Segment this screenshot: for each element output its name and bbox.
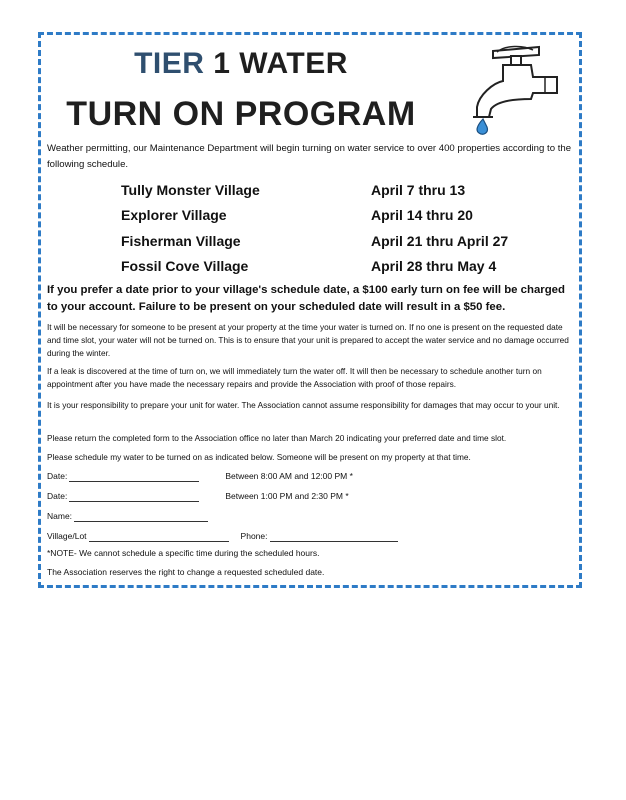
phone-label: Phone:	[240, 531, 268, 541]
reserve-note: The Association reserves the right to change a requested scheduled date.	[47, 567, 325, 577]
name-label: Name:	[47, 511, 73, 521]
schedule-row	[121, 177, 541, 203]
form-row-name	[47, 510, 577, 522]
time-slot-2: Between 1:00 PM and 2:30 PM *	[225, 491, 349, 501]
page-title	[41, 49, 441, 131]
intro-text: Weather permitting, our Maintenance Department will begin turning on water service to over 400 properties according to the following schedule.	[47, 143, 572, 170]
title-line-1-rest: 1 WATER	[204, 47, 348, 80]
schedule-list	[121, 177, 541, 279]
village-lot-label: Village/Lot	[47, 531, 87, 541]
responsibility-paragraph: It is your responsibility to prepare your unit for water. The Association cannot assume responsibility for damages that may occur to your unit.	[47, 400, 560, 410]
village-name: Fossil Cove Village	[121, 258, 249, 275]
schedule-row	[121, 254, 541, 280]
leak-paragraph: If a leak is discovered at the time of turn on, we will immediately turn the water off. It will then be necessary to schedule another turn on appointment after you have made the necessary repairs and provide the Association with proof of those repairs.	[47, 366, 542, 389]
faucet-icon	[453, 43, 563, 135]
village-dates: April 28 thru May 4	[371, 258, 497, 275]
return-form-paragraph: Please return the completed form to the Association office no later than March 20 indicating your preferred date and time slot.	[47, 433, 507, 443]
form-row-date-2	[47, 490, 577, 502]
time-slot-1: Between 8:00 AM and 12:00 PM *	[225, 471, 353, 481]
village-name: Explorer Village	[121, 207, 227, 224]
title-tier: TIER	[134, 47, 205, 80]
fee-notice: If you prefer a date prior to your village's schedule date, a $100 early turn on fee will be charged to your account. Failure to be present on your scheduled date will result in a $50 fee.	[47, 284, 565, 313]
presence-paragraph: It will be necessary for someone to be present at your property at the time your water is turned on. If no one is present on the requested date and time slot, your water will not be turned on. This is to ensure that your unit is prepared to accept the water service and no damage occurred during the winter.	[47, 322, 569, 358]
form-row-date-1	[47, 470, 577, 482]
title-line-1	[41, 49, 441, 79]
village-name: Tully Monster Village	[121, 181, 260, 198]
village-dates: April 21 thru April 27	[371, 232, 509, 249]
time-note: *NOTE- We cannot schedule a specific time during the scheduled hours.	[47, 548, 320, 558]
village-dates: April 7 thru 13	[371, 181, 466, 198]
date-label: Date:	[47, 491, 68, 501]
village-name: Fisherman Village	[121, 232, 241, 249]
date-label: Date:	[47, 471, 68, 481]
date-field-2[interactable]	[69, 491, 199, 502]
flyer-border	[38, 32, 582, 588]
name-field[interactable]	[74, 511, 208, 522]
village-dates: April 14 thru 20	[371, 207, 473, 224]
schedule-row	[121, 228, 541, 254]
title-line-2: TURN ON PROGRAM	[66, 95, 416, 133]
village-lot-field[interactable]	[89, 531, 229, 542]
form-row-village-phone	[47, 530, 577, 542]
schedule-row	[121, 203, 541, 229]
phone-field[interactable]	[270, 531, 398, 542]
water-drop-icon	[477, 119, 487, 134]
date-field-1[interactable]	[69, 471, 199, 482]
schedule-request-paragraph: Please schedule my water to be turned on as indicated below. Someone will be present on my property at that time.	[47, 452, 471, 462]
